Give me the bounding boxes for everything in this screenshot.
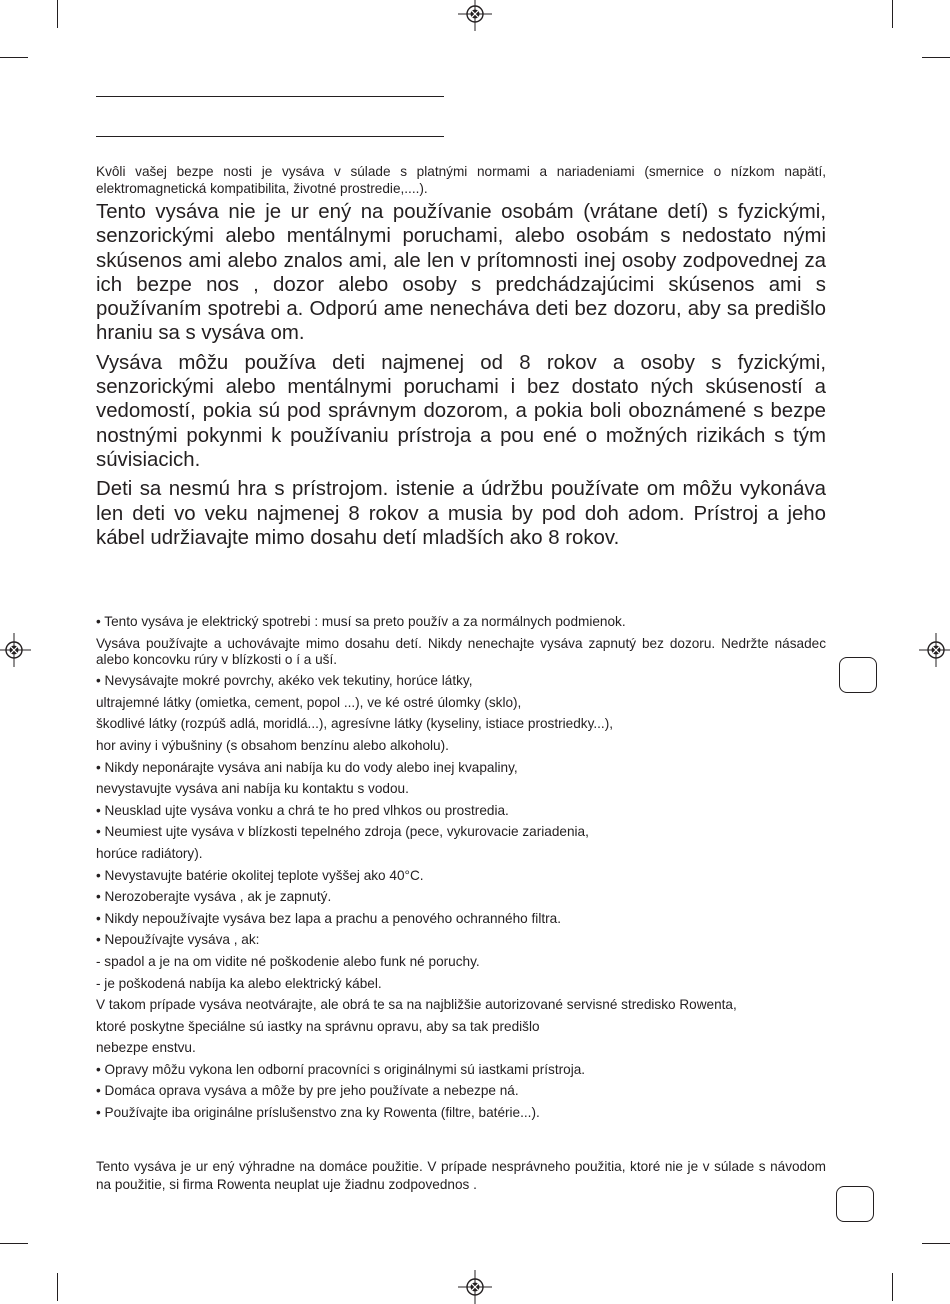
rule-line: • Nikdy nepoužívajte vysáva bez lapa a prachu a penového ochranného filtra. xyxy=(96,910,561,926)
rule-line: nevystavujte vysáva ani nabíja ku kontaktu s vodou. xyxy=(96,781,409,797)
crop-mark xyxy=(892,1273,893,1301)
rule-line: • Nevystavujte batérie okolitej teplote vyššej ako 40°C. xyxy=(96,867,424,883)
closing-paragraph: Tento vysáva je ur ený výhradne na domáce použitie. V prípade nesprávneho použitia, ktoré nie je v súlade s návodom na použitie, si firma Rowenta neuplat uje žiadnu zodpovednos . xyxy=(96,1159,826,1192)
rule-line: nebezpe enstvu. xyxy=(96,1040,196,1056)
rule-line: škodlivé látky (rozpúš adlá, moridlá...), agresívne látky (kyseliny, istiace prostriedky...), xyxy=(96,716,613,732)
registration-mark-icon xyxy=(458,1270,492,1304)
header-rule xyxy=(96,136,444,137)
rule-line: • Nikdy neponárajte vysáva ani nabíja ku do vody alebo inej kvapaliny, xyxy=(96,759,518,775)
crop-mark xyxy=(0,57,28,58)
intro-paragraph: Kvôli vašej bezpe nosti je vysáva v súlade s platnými normami a nariadeniami (smernice o nízkom napätí, elektromagnetická kompatibilita, životné prostredie,....). xyxy=(96,164,826,196)
rule-line: • Domáca oprava vysáva a môže by pre jeho používate a nebezpe ná. xyxy=(96,1083,519,1099)
rule-line: - spadol a je na om vidite né poškodenie alebo funk né poruchy. xyxy=(96,953,480,969)
rule-line: Vysáva používajte a uchovávajte mimo dosahu detí. Nikdy nenechajte vysáva zapnutý bez dozoru. Nedržte násadec alebo koncovku rúry v blízkosti o í a uší. xyxy=(96,635,826,667)
language-tab-box xyxy=(839,657,877,693)
header-rule xyxy=(96,96,444,97)
rule-line: V takom prípade vysáva neotvárajte, ale obrá te sa na najbližšie autorizované servisné stredisko Rowenta, xyxy=(96,997,737,1013)
rule-line: • Používajte iba originálne príslušenstvo zna ky Rowenta (filtre, batérie...). xyxy=(96,1105,540,1121)
rule-line: ultrajemné látky (omietka, cement, popol ...), ve ké ostré úlomky (sklo), xyxy=(96,694,522,710)
registration-mark-icon xyxy=(919,633,950,667)
warning-paragraph: Deti sa nesmú hra s prístrojom. istenie a údržbu používate om môžu vykonáva len deti vo veku najmenej 8 rokov a musia by pod doh adom. Prístroj a jeho kábel udržiavajte mimo dosahu detí mladších ako 8 rokov. xyxy=(96,478,826,549)
rule-line: - je poškodená nabíja ka alebo elektrický kábel. xyxy=(96,975,382,991)
rule-line: hor aviny i výbušniny (s obsahom benzínu alebo alkoholu). xyxy=(96,737,449,753)
crop-mark xyxy=(922,1243,950,1244)
rule-line: • Nepoužívajte vysáva , ak: xyxy=(96,932,260,948)
rule-line: • Neusklad ujte vysáva vonku a chrá te ho pred vlhkos ou prostredia. xyxy=(96,802,509,818)
rule-line: • Opravy môžu vykona len odborní pracovníci s originálnymi sú iastkami prístroja. xyxy=(96,1061,586,1077)
warning-paragraph: Vysáva môžu používa deti najmenej od 8 rokov a osoby s fyzickými, senzorickými alebo mentálnymi poruchami i bez dostato ných skúseností a vedomostí, pokia sú pod správnym dozorom, a pokia boli oboznámené s bezpe nostnými pokynmi k používaniu prístroja a pou ené o možných rizikách s tým súvisiacich. xyxy=(96,351,826,471)
registration-mark-icon xyxy=(458,0,492,31)
registration-mark-icon xyxy=(0,633,31,667)
warning-section xyxy=(96,200,826,555)
rule-line: horúce radiátory). xyxy=(96,845,203,861)
crop-mark xyxy=(892,0,893,28)
crop-mark xyxy=(922,57,950,58)
rule-line: • Neumiest ujte vysáva v blízkosti tepelného zdroja (pece, vykurovacie zariadenia, xyxy=(96,824,589,840)
language-tab-box xyxy=(836,1186,874,1222)
warning-paragraph: Tento vysáva nie je ur ený na používanie osobám (vrátane detí) s fyzickými, senzorickými alebo mentálnymi poruchami, alebo osobám s nedostato nými skúsenos ami alebo znalos ami, ale len v prítomnosti inej osoby zodpovednej za ich bezpe nos , dozor alebo osoby s predchádzajúcimi skúsenos ami s používaním spotrebi a. Odporú ame nenecháva deti bez dozoru, aby sa predišlo hraniu sa s vysáva om. xyxy=(96,201,826,345)
rule-line: • Nerozoberajte vysáva , ak je zapnutý. xyxy=(96,889,332,905)
safety-rules-list xyxy=(96,614,826,1127)
crop-mark xyxy=(57,1273,58,1301)
rule-line: ktoré poskytne špeciálne sú iastky na správnu opravu, aby sa tak predišlo xyxy=(96,1018,540,1034)
crop-mark xyxy=(0,1243,28,1244)
crop-mark xyxy=(57,0,58,28)
rule-line: • Tento vysáva je elektrický spotrebi : musí sa preto použív a za normálnych podmienok. xyxy=(96,614,626,629)
rule-line: • Nevysávajte mokré povrchy, akéko vek tekutiny, horúce látky, xyxy=(96,673,473,689)
